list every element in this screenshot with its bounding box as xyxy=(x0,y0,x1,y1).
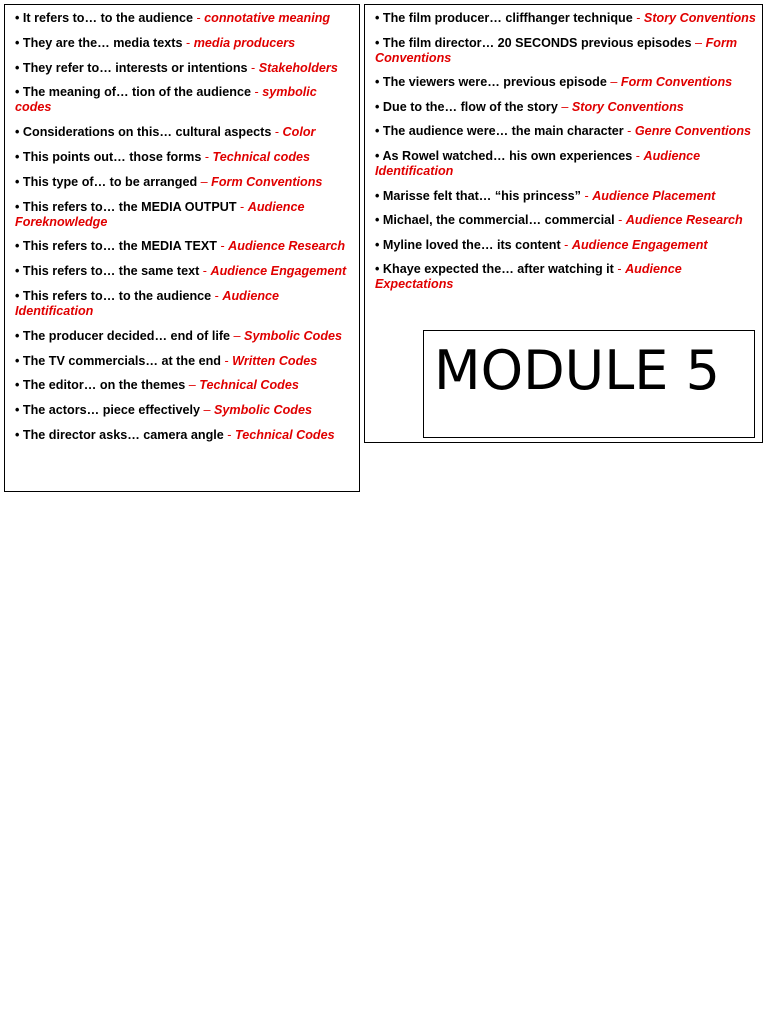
note-item xyxy=(375,238,756,253)
note-separator: - xyxy=(199,264,211,279)
note-prompt: • Michael, the commercial… commercial xyxy=(375,213,615,228)
note-separator: - xyxy=(216,239,229,254)
note-answer: Written Codes xyxy=(232,353,318,368)
note-separator: – xyxy=(557,99,572,114)
note-item xyxy=(15,403,353,418)
note-separator: - xyxy=(251,85,263,100)
module-title-box xyxy=(423,330,755,438)
note-answer: Story Conventions xyxy=(571,99,684,114)
note-answer: Audience Identification xyxy=(375,148,701,178)
note-prompt: • They are the… media texts xyxy=(15,35,183,50)
note-prompt: • The director asks… camera angle xyxy=(15,427,224,442)
note-separator: - xyxy=(223,427,236,442)
note-separator: - xyxy=(632,11,644,25)
note-prompt: • The audience were… the main character xyxy=(375,124,624,139)
note-prompt: • The meaning of… tion of the audience xyxy=(15,85,252,100)
note-item xyxy=(375,75,756,90)
note-prompt: • The viewers were… previous episode xyxy=(375,75,607,90)
note-prompt: • Due to the… flow of the story xyxy=(375,99,558,114)
note-prompt: • Myline loved the… its content xyxy=(375,237,561,252)
note-item xyxy=(15,289,353,319)
right-notes-list xyxy=(375,11,756,292)
note-answer: Stakeholders xyxy=(258,60,338,75)
note-item xyxy=(15,85,353,115)
note-prompt: • The film producer… cliffhanger technique xyxy=(375,11,633,25)
note-answer: Audience Expectations xyxy=(375,262,682,292)
note-separator: - xyxy=(580,188,593,203)
note-answer: Genre Conventions xyxy=(634,124,752,139)
note-item xyxy=(375,11,756,26)
note-prompt: • This type of… to be arranged xyxy=(15,174,198,189)
note-separator: – xyxy=(691,35,706,50)
note-separator: - xyxy=(271,125,283,140)
note-item xyxy=(375,189,756,204)
note-separator: - xyxy=(247,60,259,75)
note-answer: symbolic codes xyxy=(15,85,317,115)
note-item xyxy=(15,150,353,165)
note-answer: Story Conventions xyxy=(643,11,756,25)
note-separator: - xyxy=(632,148,644,163)
note-answer: Audience Foreknowledge xyxy=(15,199,305,229)
left-notes-list xyxy=(15,11,353,443)
note-item xyxy=(15,11,353,26)
note-answer: media producers xyxy=(193,35,296,50)
note-separator: – xyxy=(185,378,200,393)
note-separator: - xyxy=(623,124,635,139)
note-item xyxy=(15,264,353,279)
note-answer: Technical Codes xyxy=(235,427,335,442)
note-prompt: • They refer to… interests or intentions xyxy=(15,60,248,75)
note-separator: - xyxy=(560,237,572,252)
note-separator: – xyxy=(200,403,215,418)
left-notes-panel xyxy=(4,4,360,492)
note-prompt: • This refers to… the MEDIA TEXT xyxy=(15,239,217,254)
note-item xyxy=(15,200,353,230)
note-item xyxy=(15,428,353,443)
note-separator: – xyxy=(230,328,245,343)
note-answer: Audience Engagement xyxy=(210,264,347,279)
note-prompt: • This refers to… to the audience xyxy=(15,288,212,303)
note-prompt: • It refers to… to the audience xyxy=(15,11,193,25)
note-answer: Audience Research xyxy=(228,239,346,254)
note-separator: – xyxy=(606,75,621,90)
note-separator: - xyxy=(614,213,626,228)
note-prompt: • Khaye expected the… after watching it xyxy=(375,262,614,277)
note-item xyxy=(15,125,353,140)
note-prompt: • As Rowel watched… his own experiences xyxy=(375,148,633,163)
note-prompt: • The producer decided… end of life xyxy=(15,328,231,343)
note-separator: - xyxy=(192,11,205,25)
note-answer: Form Conventions xyxy=(620,75,733,90)
note-prompt: • The TV commercials… at the end xyxy=(15,353,221,368)
note-separator: - xyxy=(236,199,248,214)
note-item xyxy=(15,61,353,76)
note-prompt: • The editor… on the themes xyxy=(15,378,186,393)
note-answer: Symbolic Codes xyxy=(214,403,312,418)
note-answer: Audience Identification xyxy=(15,288,280,318)
note-answer: Symbolic Codes xyxy=(244,328,343,343)
note-prompt: • Marisse felt that… “his princess” xyxy=(375,188,581,203)
note-answer: connotative meaning xyxy=(204,11,331,25)
note-item xyxy=(375,100,756,115)
note-item xyxy=(375,36,756,66)
note-separator: - xyxy=(220,353,233,368)
note-item xyxy=(15,354,353,369)
note-item xyxy=(15,239,353,254)
note-item xyxy=(375,262,756,292)
note-separator: - xyxy=(182,35,194,50)
note-item xyxy=(15,175,353,190)
note-answer: Audience Research xyxy=(625,213,743,228)
note-answer: Audience Placement xyxy=(592,188,716,203)
note-prompt: • This refers to… the same text xyxy=(15,264,200,279)
note-item xyxy=(15,36,353,51)
note-prompt: • This refers to… the MEDIA OUTPUT xyxy=(15,199,237,214)
note-answer: Color xyxy=(282,125,316,140)
note-answer: Form Conventions xyxy=(211,174,323,189)
note-separator: – xyxy=(197,174,212,189)
note-separator: - xyxy=(211,288,223,303)
note-prompt: • This points out… those forms xyxy=(15,149,202,164)
note-prompt: • The actors… piece effectively xyxy=(15,403,200,418)
note-answer: Technical Codes xyxy=(199,378,299,393)
note-separator: - xyxy=(201,149,213,164)
note-item xyxy=(375,149,756,179)
note-item xyxy=(375,124,756,139)
note-answer: Audience Engagement xyxy=(571,237,708,252)
note-answer: Form Conventions xyxy=(375,35,738,65)
note-item xyxy=(15,329,353,344)
note-prompt: • Considerations on this… cultural aspects xyxy=(15,125,272,140)
note-prompt: • The film director… 20 SECONDS previous episodes xyxy=(375,35,692,50)
note-item xyxy=(15,378,353,393)
note-separator: - xyxy=(613,262,626,277)
note-answer: Technical codes xyxy=(212,149,311,164)
module-title: MODULE 5 xyxy=(434,339,720,402)
note-item xyxy=(375,213,756,228)
